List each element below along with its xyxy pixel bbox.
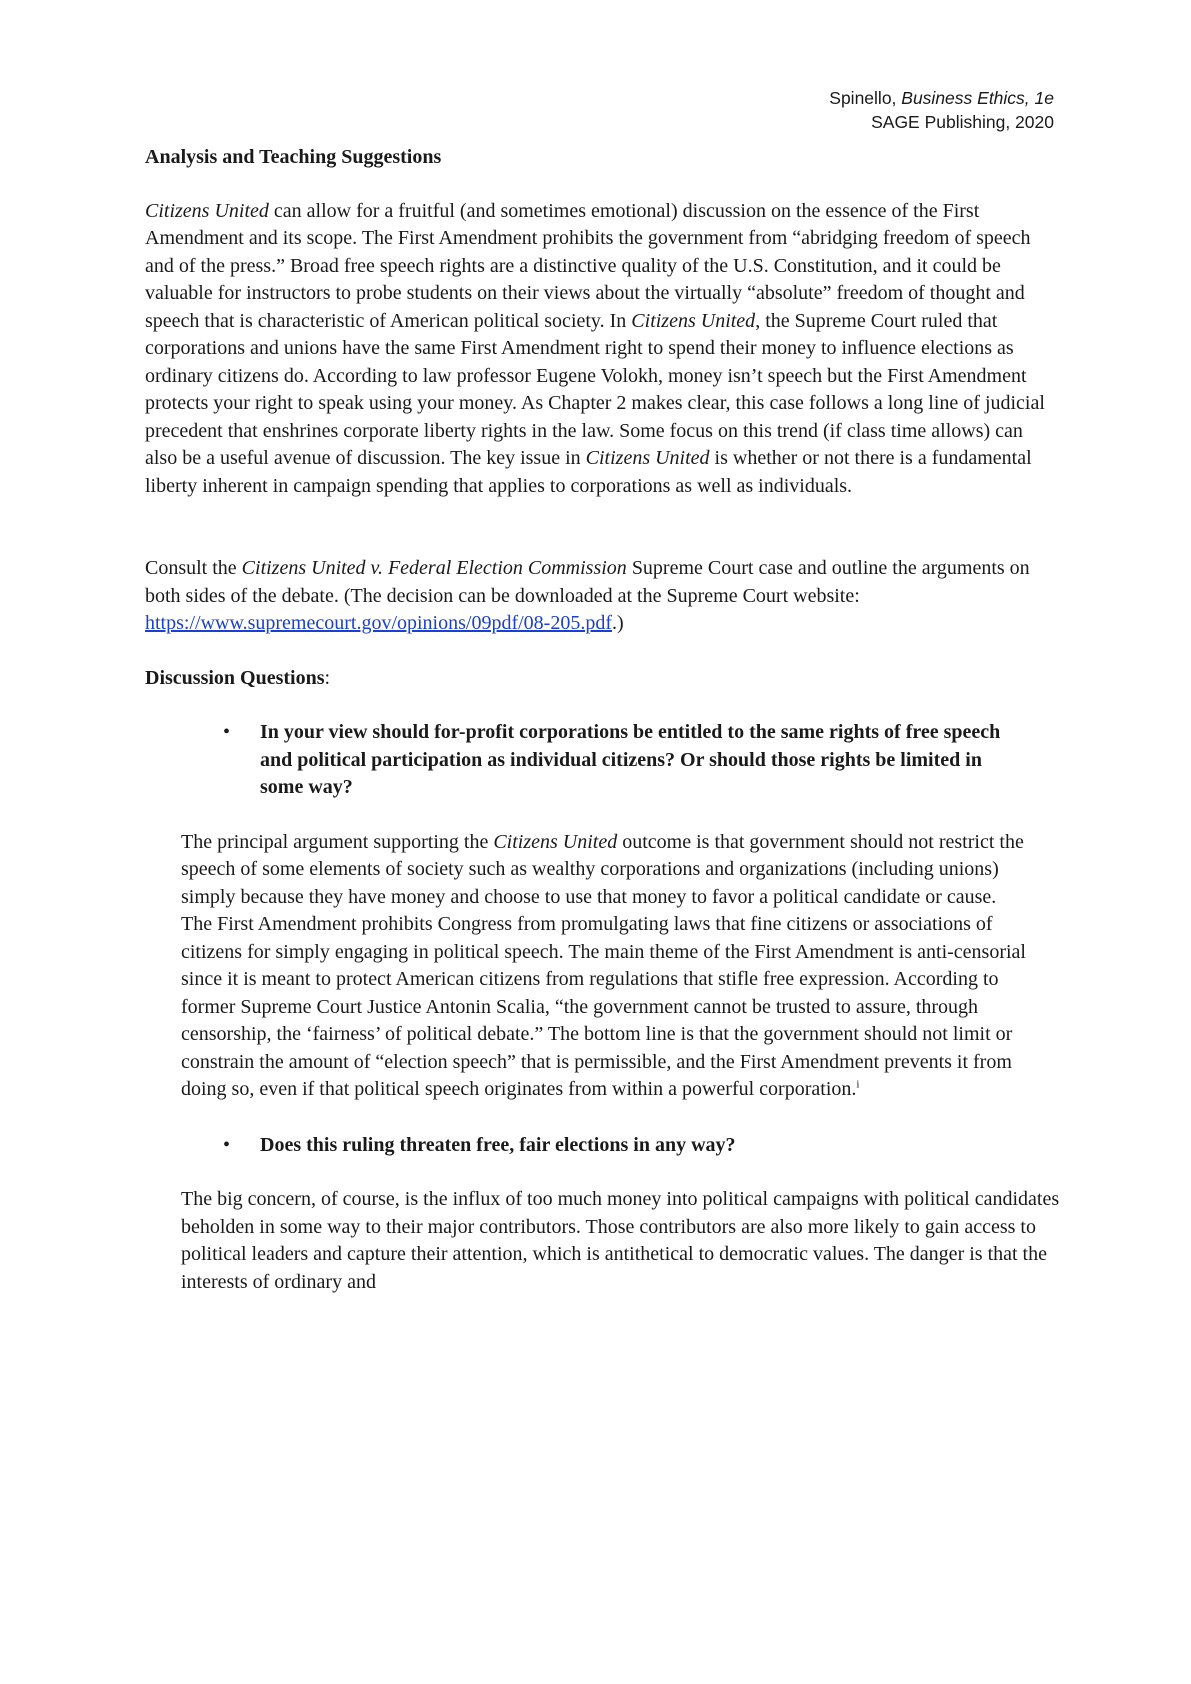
document-body — [145, 144, 1065, 1296]
paragraph-text: is whether or not there is a fundamental liberty inherent in campaign spending that applies to corporations as well as individuals. — [145, 447, 1032, 497]
question-1 — [223, 719, 1023, 802]
bullet-icon: • — [223, 721, 231, 743]
case-name: Citizens United — [631, 309, 756, 332]
question-2-text: Does this ruling threaten free, fair elections in any way? — [260, 1133, 736, 1156]
paragraph-text: .) — [612, 612, 624, 634]
question-2 — [223, 1132, 1023, 1160]
answer-2: The big concern, of course, is the influx of too much money into political campaigns with political candidates beholden in some way to their major contributors. Those contributors are also more likely to gain access to political leaders and capture their attention, which is antithetical to democratic values. The danger is that the interests of ordinary and — [181, 1188, 1060, 1293]
page-header — [829, 86, 1054, 134]
paragraph-text: outcome is that government should not restrict the speech of some elements of society such as wealthy corporations and organizations (including unions) simply because they have money and choose to use that money to favor a political candidate or cause. The First Amendment prohibits Congress from promulgating laws that fine citizens or associations of citizens for simply engaging in political speech. The main theme of the First Amendment is anti-censorial since it is meant to protect American citizens from regulations that stifle free expression. According to former Supreme Court Justice Antonin Scalia, “the government cannot be trusted to assure, through censorship, the ‘fairness’ of political debate.” The bottom line is that the government should not limit or constrain the amount of “election speech” that is permissible, and the First Amendment prevents it from doing so, even if that political speech originates from within a powerful corporation. — [181, 830, 1026, 1100]
header-author: Spinello, — [829, 88, 902, 108]
bullet-icon: • — [223, 1133, 231, 1156]
paragraph-text: The principal argument supporting the — [181, 830, 494, 853]
discussion-heading-text: Discussion Questions — [145, 666, 325, 689]
paragraph-text: can allow for a fruitful (and sometimes emotional) discussion on the essence of the First Amendment and its scope. The First Amendment prohibits the government from “abridging freedom of speech and of the press.” Broad free speech rights are a distinctive quality of the U.S. Constitution, and it could be valuable for instructors to probe students on their views about the virtually “absolute” freedom of thought and speech that is characteristic of American political society. In — [145, 199, 1031, 332]
discussion-heading-colon: : — [324, 666, 331, 689]
case-name: Citizens United — [145, 199, 269, 222]
supreme-court-link[interactable]: https://www.supremecourt.gov/opinions/09pdf/08-205.pdf — [145, 612, 612, 634]
case-full-name: Citizens United v. Federal Election Commission — [241, 557, 627, 579]
paragraph-text: Consult the — [145, 557, 242, 579]
paragraph-text: , the Supreme Court ruled that corporations and unions have the same First Amendment right to spend their money to influence elections as ordinary citizens do. According to law professor Eugene Volokh, money isn’t speech but the First Amendment protects your right to speak using your money. As Chapter 2 makes clear, this case follows a long line of judicial precedent that enshrines corporate liberty rights in the law. Some focus on this trend (if class time allows) can also be a useful avenue of discussion. The key issue in — [145, 309, 1045, 469]
consult-paragraph — [145, 555, 1050, 638]
paragraph-text: Supreme Court case and outline the arguments on both sides of the debate. (The decision can be downloaded at the Supreme Court website: — [145, 557, 1030, 607]
case-name: Citizens United — [585, 447, 710, 469]
header-publisher: SAGE Publishing, 2020 — [871, 112, 1054, 132]
header-book-title: Business Ethics, 1e — [901, 88, 1054, 108]
question-1-text: In your view should for-profit corporations be entitled to the same rights of free speech and political participation as individual citizens? Or should those rights be limited in some way? — [260, 721, 1001, 798]
case-name: Citizens United — [493, 830, 618, 853]
analysis-paragraph — [145, 198, 1050, 501]
footnote-marker[interactable]: i — [856, 1078, 860, 1091]
header-line-1 — [829, 86, 1054, 110]
answer-1 — [181, 829, 1031, 1104]
analysis-heading: Analysis and Teaching Suggestions — [145, 146, 442, 168]
discussion-heading — [145, 665, 1065, 693]
